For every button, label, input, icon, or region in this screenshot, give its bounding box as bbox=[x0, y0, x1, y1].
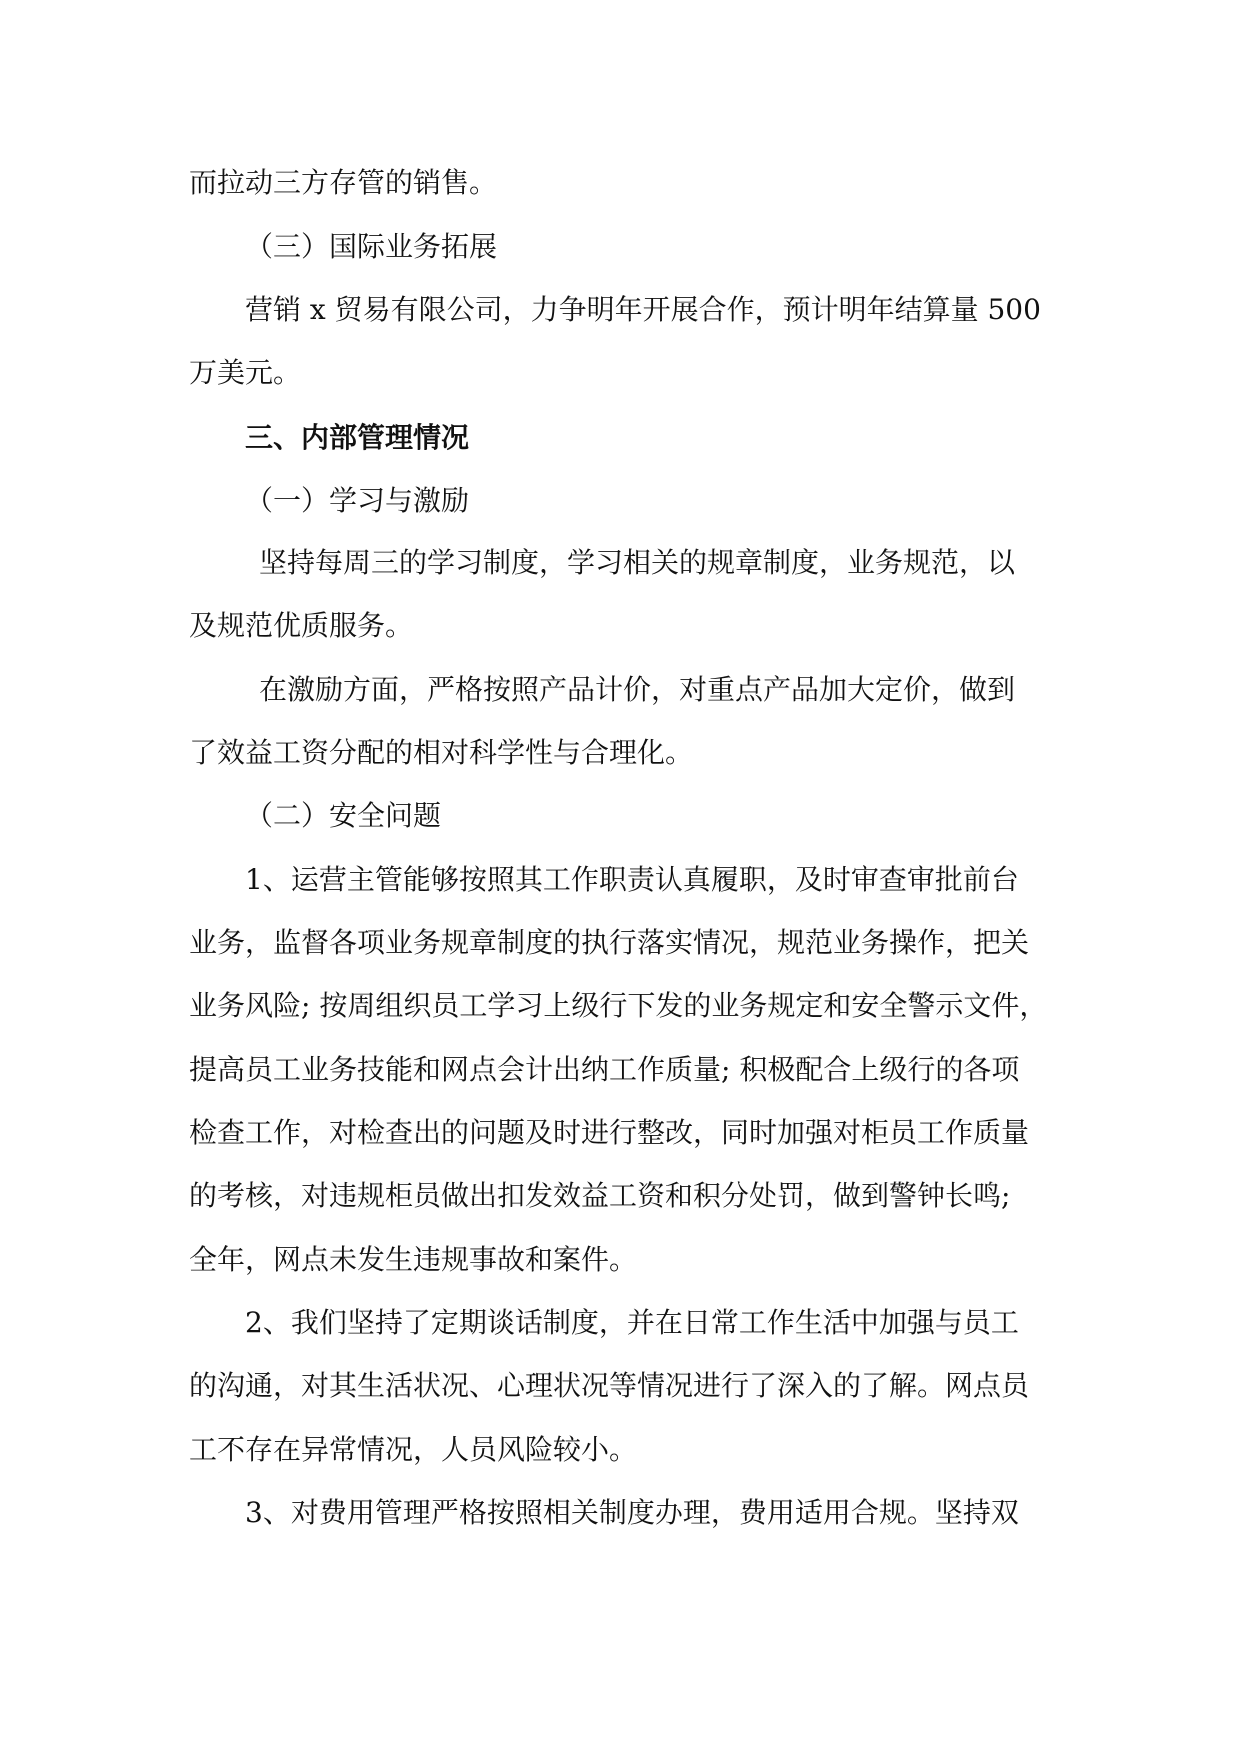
paragraph-line: 3、对费用管理严格按照相关制度办理，费用适用合规。坚持双 bbox=[245, 1496, 1019, 1529]
paragraph-line: 业务，监督各项业务规章制度的执行落实情况，规范业务操作，把关 bbox=[189, 926, 1030, 959]
section-heading: 三、内部管理情况 bbox=[245, 421, 470, 454]
paragraph-line: 万美元。 bbox=[189, 356, 302, 389]
paragraph-line: 及规范优质服务。 bbox=[189, 609, 414, 642]
paragraph-line: 提高员工业务技能和网点会计出纳工作质量; 积极配合上级行的各项 bbox=[189, 1053, 1020, 1086]
paragraph-line: 1、运营主管能够按照其工作职责认真履职，及时审查审批前台 bbox=[245, 863, 1019, 896]
paragraph-line: 工不存在异常情况，人员风险较小。 bbox=[189, 1433, 638, 1466]
paragraph-line: 的沟通，对其生活状况、心理状况等情况进行了深入的了解。网点员 bbox=[189, 1369, 1030, 1402]
paragraph-line: 2、我们坚持了定期谈话制度，并在日常工作生活中加强与员工 bbox=[245, 1306, 1019, 1339]
paragraph-line: 全年，网点未发生违规事故和案件。 bbox=[189, 1243, 638, 1276]
paragraph-line: 业务风险; 按周组织员工学习上级行下发的业务规定和安全警示文件， bbox=[189, 989, 1048, 1022]
paragraph-line: 在激励方面，严格按照产品计价，对重点产品加大定价，做到 bbox=[259, 673, 1016, 706]
paragraph-line: 坚持每周三的学习制度，学习相关的规章制度，业务规范，以 bbox=[259, 546, 1016, 579]
subsection-heading: （二）安全问题 bbox=[245, 799, 442, 832]
paragraph-line: 而拉动三方存管的销售。 bbox=[189, 166, 498, 199]
paragraph-line: 了效益工资分配的相对科学性与合理化。 bbox=[189, 736, 694, 769]
paragraph-line: 营销 x 贸易有限公司，力争明年开展合作，预计明年结算量 500 bbox=[245, 293, 1041, 326]
subsection-heading: （一）学习与激励 bbox=[245, 484, 470, 517]
paragraph-line: 的考核，对违规柜员做出扣发效益工资和积分处罚，做到警钟长鸣; bbox=[189, 1179, 1011, 1212]
subsection-heading: （三）国际业务拓展 bbox=[245, 230, 498, 263]
paragraph-line: 检查工作，对检查出的问题及时进行整改，同时加强对柜员工作质量 bbox=[189, 1116, 1030, 1149]
